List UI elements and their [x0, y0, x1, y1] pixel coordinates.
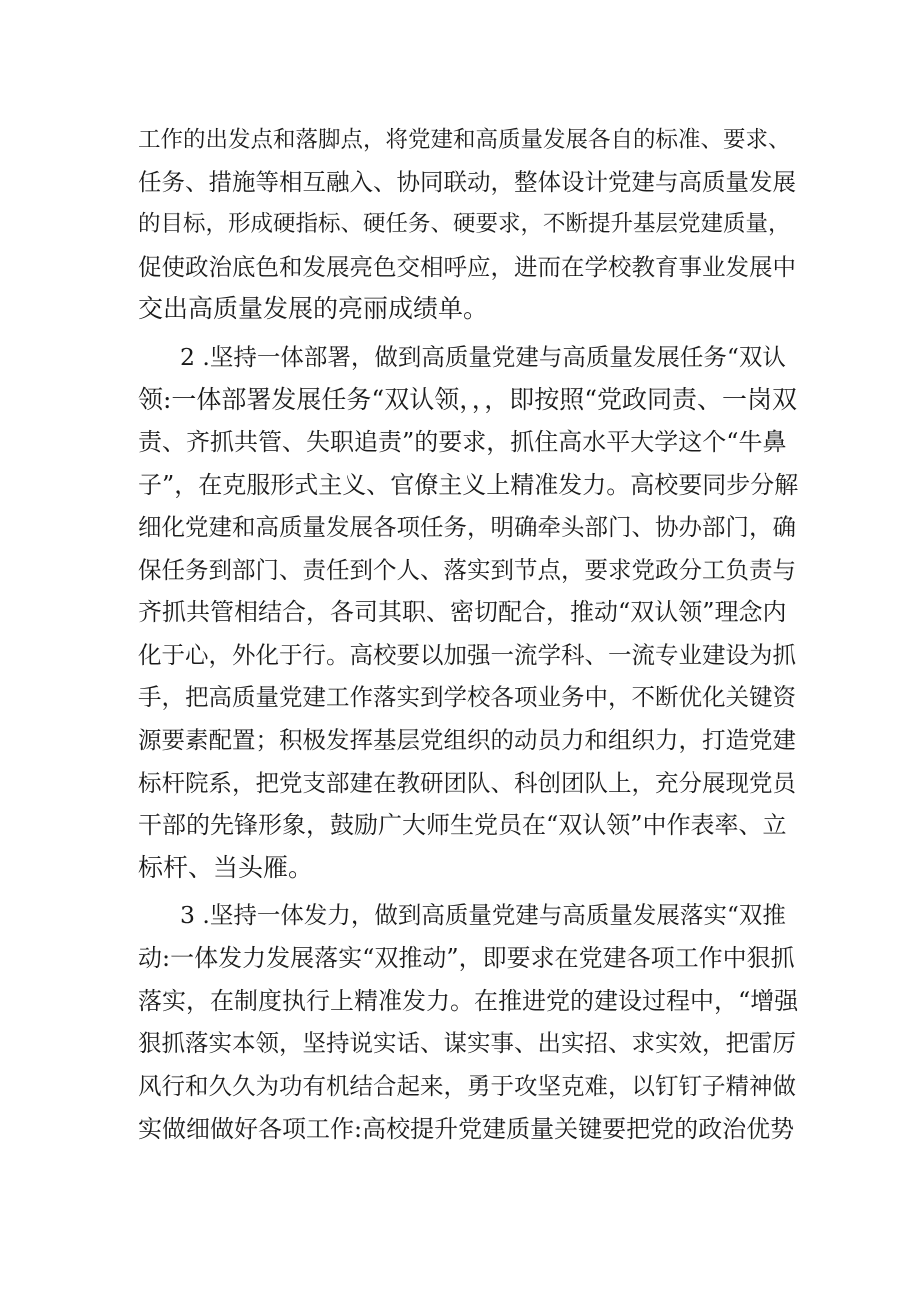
text-line: 保任务到部门、责任到个人、落实到节点，要求党政分工负责与: [138, 556, 796, 584]
text-line: 实做细做好各项工作:高校提升党建质量关键要把党的政治优势: [138, 1115, 795, 1143]
text-line: 工作的出发点和落脚点，将党建和高质量发展各自的标准、要求、: [138, 127, 791, 153]
text-line: 狠抓落实本领，坚持说实话、谋实事、出实招、求实效，把雷厉: [138, 1029, 796, 1057]
text-line: 任务、措施等相互融入、协同联动，整体设计党建与高质量发展: [138, 168, 796, 196]
text-line: 源要素配置；积极发挥基层党组织的动员力和组织力，打造党建: [138, 726, 796, 754]
paragraph-3-heading-line: 3 .坚持一体发力，做到高质量党建与高质量发展落实“双推: [180, 901, 786, 929]
text-line: 子”，在克服形式主义、官僚主义上精准发力。高校要同步分解: [138, 471, 799, 499]
text-line: 标杆院系，把党支部建在教研团队、科创团队上，充分展现党员: [138, 769, 796, 797]
text-line: 的目标，形成硬指标、硬任务、硬要求，不断提升基层党建质量，: [138, 211, 791, 237]
text-line: 标杆、当头雁。: [138, 853, 314, 882]
text-line: 领:一体部署发展任务“双认领，，，即按照“党政同责、一岗双: [138, 385, 797, 414]
text-line: 风行和久久为功有机结合起来，勇于攻坚克难，以钉钉子精神做: [138, 1072, 796, 1100]
text-line: 落实，在制度执行上精准发力。在推进党的建设过程中，“增强: [138, 987, 799, 1015]
text-line: 促使政治底色和发展亮色交相呼应，进而在学校教育事业发展中: [138, 253, 796, 281]
text-line: 齐抓共管相结合，各司其职、密切配合，推动“双认领”理念内: [138, 598, 787, 626]
text-line: 细化党建和高质量发展各项任务，明确牵头部门、协办部门，确: [138, 513, 796, 541]
text-line: 干部的先锋形象，鼓励广大师生党员在“双认领”中作表率、立: [138, 811, 787, 839]
text-line: 动:一体发力发展落实“双推动”，即要求在党建各项工作中狠抓: [138, 944, 795, 972]
paragraph-2-heading-line: 2 .坚持一体部署，做到高质量党建与高质量发展任务“双认: [180, 343, 786, 371]
text-line: 手，把高质量党建工作落实到学校各项业务中，不断优化关键资: [138, 683, 796, 711]
text-line: 化于心，外化于行。高校要以加强一流学科、一流专业建设为抓: [138, 641, 796, 669]
text-line: 责、齐抓共管、失职追责”的要求，抓住高水平大学这个“牛鼻: [138, 428, 787, 456]
text-line: 交出高质量发展的亮丽成绩单。: [138, 294, 489, 323]
